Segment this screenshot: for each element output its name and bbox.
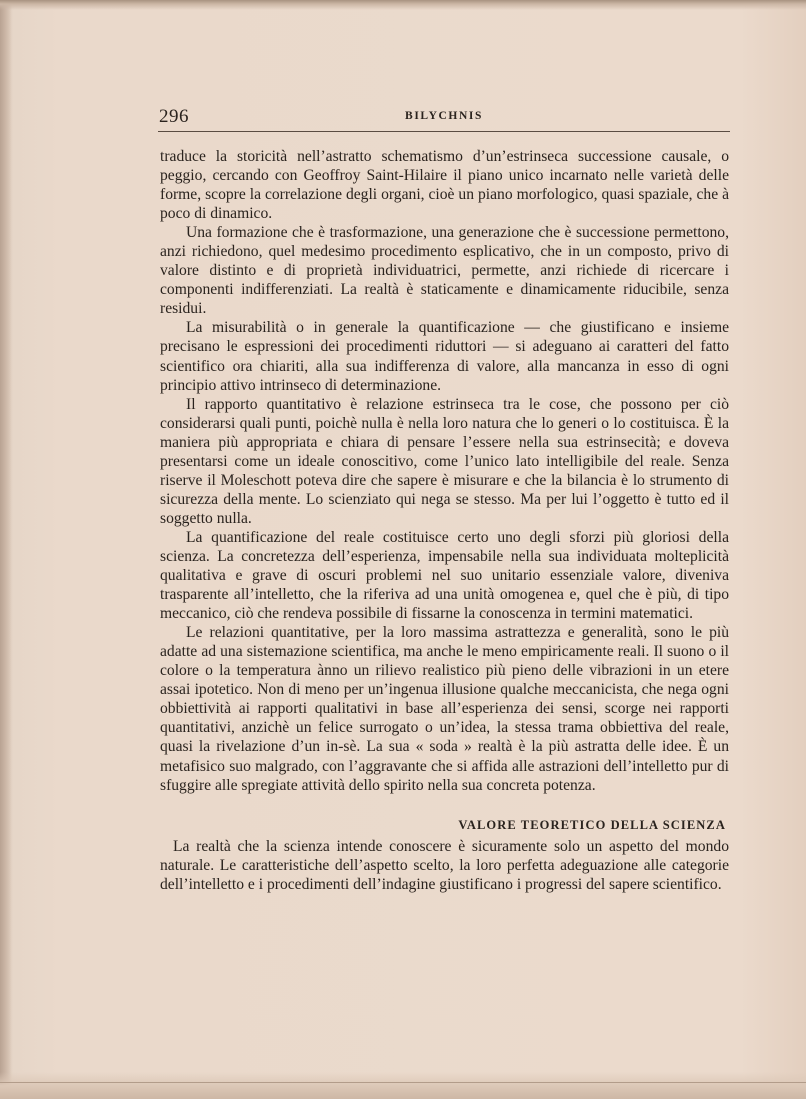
page-bottom-line	[0, 1082, 806, 1083]
page-bottom-edge	[0, 1072, 806, 1099]
section-text	[160, 837, 729, 894]
running-head: BILYCHNIS	[405, 110, 483, 122]
paragraph: traduce la storicità nell’astratto schematismo d’un’estrinseca successione causale, o peggio, cercando con Geoffroy Saint-Hilaire il piano unico incarnato nelle varietà delle forme, scopre la correlazione degli organi, cioè un piano morfologico, quasi spaziale, che à poco di dinamico.	[160, 148, 729, 223]
page-binding-shadow	[0, 0, 12, 1099]
paragraph: Le relazioni quantitative, per la loro massima astrattezza e generalità, sono le più adatte ad una sistemazione scientifica, ma anche le meno empiricamente reali. Il suono o il colore o la temperatura ànno un rilievo realistico più pieno delle vibrazioni in un etere assai ipotetico. Non di meno per un’ingenua illusione qualche meccanicista, che nega ogni obbiettività ai rapporti qualitativi in base all’esperienza dei sensi, scorge nei rapporti quantitativi, anzichè un felice surrogato o un’idea, la stessa trama obbiettiva del reale, quasi la rivelazione d’un in-sè. La sua « soda » realtà è la più astratta delle idee. È un metafisico suo malgrado, con l’aggravante che si affida alle astrazioni dell’intelletto pur di sfuggire alle spregiate attività dello spirito nella sua concreta potenza.	[160, 624, 729, 794]
page-top-edge	[0, 0, 806, 10]
page-header	[159, 106, 729, 132]
header-rule	[158, 131, 730, 132]
paragraph: La realtà che la scienza intende conoscere è sicuramente solo un aspetto del mondo naturale. Le caratteristiche dell’aspetto scelto, la loro perfetta adeguazione alle categorie dell’intelletto e i procedimenti dell’indagine giustificano i progressi del sapere scientifico.	[160, 838, 729, 894]
page-number: 296	[159, 106, 189, 127]
section-heading: VALORE TEORETICO DELLA SCIENZA	[458, 818, 726, 832]
paragraph: La misurabilità o in generale la quantificazione — che giustificano e insieme precisano le espressioni dei procedimenti riduttori — si adeguano ai caratteri del fatto scientifico ora chiariti, alla sua indifferenza di valore, alla mancanza in esso di ogni principio attivo intrinseco di determinazione.	[160, 319, 729, 394]
paragraph: La quantificazione del reale costituisce certo uno degli sforzi più gloriosi della scienza. La concretezza dell’esperienza, impensabile nella sua individuata molteplicità qualitativa e grave di oscuri problemi nel suo unitario essenziale valore, diveniva trasparente all’intelletto, che la riferiva ad una unità omogenea e, quel che è più, di tipo meccanico, ciò che rendeva possibile di fissarne la conoscenza in termini matematici.	[160, 528, 729, 623]
paragraph: Una formazione che è trasformazione, una generazione che è successione permettono, anzi richiedono, quel medesimo procedimento esplicativo, che in un composto, privo di valore distinto e di proprietà individuatrici, permette, anzi richiede di ricercare i componenti indifferenziati. La realtà è staticamente e dinamicamente riducibile, senza residui.	[160, 224, 729, 318]
paragraph: Il rapporto quantitativo è relazione estrinseca tra le cose, che possono per ciò considerarsi quali punti, poichè nulla è nella loro natura che lo generi o lo costituisca. È la maniera più appropriata e chiara di pensare l’essere nella sua estrinsecità; e doveva presentarsi come un ideale conoscitivo, come l’unico lato intelligibile del reale. Senza riserve il Moleschott poteva dire che sapere è misurare e che la bilancia è lo strumento di sicurezza della mente. Lo scienziato qui nega se stesso. Ma per lui l’oggetto è tutto ed il soggetto nulla.	[160, 395, 729, 527]
main-text	[160, 147, 729, 795]
